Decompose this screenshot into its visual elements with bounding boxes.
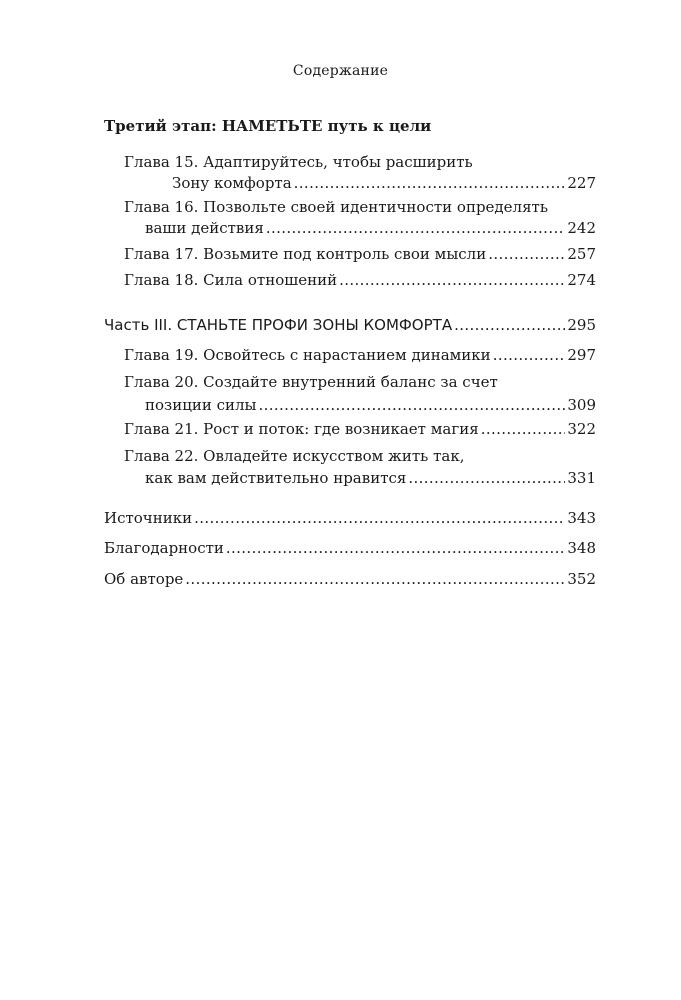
part-3-title: Часть III. СТАНЬТЕ ПРОФИ ЗОНЫ КОМФОРТА (104, 316, 453, 334)
dot-leader (185, 569, 565, 589)
chapter-22-title-line2: как вам действительно нравится (145, 469, 407, 487)
acknowledgements-entry[interactable] (104, 538, 596, 558)
chapter-20-title-line2: позиции силы (145, 396, 257, 414)
dot-leader (488, 244, 565, 264)
chapter-15-entry[interactable] (172, 173, 596, 193)
about-author-page: 352 (567, 570, 596, 588)
chapter-15-title-line2: Зону комфорта (172, 174, 292, 192)
part-3-page: 295 (567, 316, 596, 334)
acknowledgements-title: Благодарности (104, 539, 224, 557)
about-author-entry[interactable] (104, 569, 596, 589)
chapter-19-title: Глава 19. Освойтесь с нарастанием динамики (124, 346, 491, 364)
chapter-18-page: 274 (567, 271, 596, 289)
running-head: Содержание (292, 63, 389, 79)
dot-leader (481, 419, 566, 439)
chapter-15-title-line1: Глава 15. Адаптируйтесь, чтобы расширить (124, 153, 473, 171)
dot-leader (339, 270, 565, 290)
dot-leader (493, 345, 566, 365)
chapter-22-entry[interactable] (145, 468, 596, 488)
dot-leader (226, 538, 565, 558)
chapter-17-title: Глава 17. Возьмите под контроль свои мысли (124, 245, 487, 263)
part-3-entry[interactable] (104, 315, 596, 335)
dot-leader (294, 173, 566, 193)
chapter-22-page: 331 (567, 469, 596, 487)
sources-page: 343 (567, 509, 596, 527)
chapter-19-entry[interactable] (124, 345, 596, 365)
stage3-heading: Третий этап: НАМЕТЬТЕ путь к цели (104, 117, 432, 135)
chapter-20-entry[interactable] (145, 395, 596, 415)
sources-entry[interactable] (104, 508, 596, 528)
chapter-21-title: Глава 21. Рост и поток: где возникает магия (124, 420, 479, 438)
chapter-17-entry[interactable] (124, 244, 596, 264)
chapter-15-page: 227 (567, 174, 596, 192)
chapter-17-page: 257 (567, 245, 596, 263)
chapter-22-title-line1: Глава 22. Овладейте искусством жить так, (124, 447, 465, 465)
chapter-21-page: 322 (567, 420, 596, 438)
chapter-18-title: Глава 18. Сила отношений (124, 271, 338, 289)
chapter-16-entry[interactable] (145, 218, 596, 238)
dot-leader (258, 395, 565, 415)
chapter-19-page: 297 (567, 346, 596, 364)
about-author-title: Об авторе (104, 570, 184, 588)
chapter-21-entry[interactable] (124, 419, 596, 439)
chapter-18-entry[interactable] (124, 270, 596, 290)
chapter-16-title-line1: Глава 16. Позвольте своей идентичности определять (124, 198, 548, 216)
chapter-16-page: 242 (567, 219, 596, 237)
dot-leader (266, 218, 566, 238)
acknowledgements-page: 348 (567, 539, 596, 557)
chapter-20-title-line1: Глава 20. Создайте внутренний баланс за счет (124, 373, 498, 391)
sources-title: Источники (104, 509, 193, 527)
dot-leader (454, 315, 565, 335)
chapter-16-title-line2: ваши действия (145, 219, 264, 237)
dot-leader (194, 508, 565, 528)
chapter-20-page: 309 (567, 396, 596, 414)
dot-leader (408, 468, 565, 488)
